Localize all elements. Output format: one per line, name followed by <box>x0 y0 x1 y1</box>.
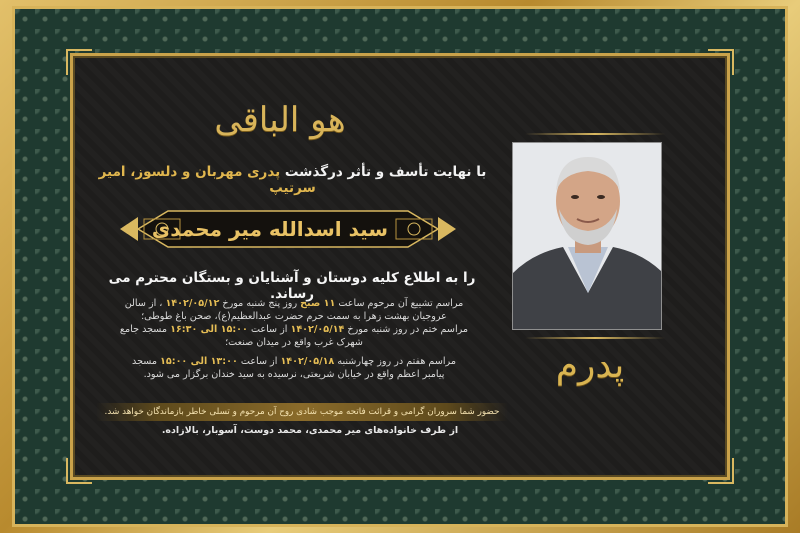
portrait-icon <box>513 143 662 330</box>
announcement-line: را به اطلاع کلیه دوستان و آشنایان و بستگان محترم می رساند. <box>108 270 476 302</box>
corner-ornament <box>708 458 734 484</box>
intro-line <box>90 164 495 196</box>
intro-prefix: با نهایت تأسف و تأثر درگذشت <box>284 164 487 180</box>
family-signature: از طرف خانواده‌های میر محمدی، محمد دوست، آسوبار، بالازاده. <box>161 425 459 436</box>
haftom-line-2: پیامبر اعظم واقع در خیابان شریعتی، نرسیده به سید خندان برگزار می شود. <box>143 369 445 380</box>
calligraphy-heading: هو الباقی <box>214 100 346 140</box>
name-cartouche <box>118 207 458 251</box>
deceased-name: سید اسدالله میر محمدی <box>151 217 388 241</box>
role-calligraphy: پدرم <box>555 345 625 386</box>
ceremony-details <box>84 297 504 381</box>
corner-ornament <box>66 49 92 75</box>
funeral-line-2: عروجیان بهشت زهرا به سمت حرم حضرت عبدالعظیم(ع)، صحن باغ طوطی؛ <box>141 311 447 322</box>
intro-highlight: پدری مهربان و دلسوز، امیر سرتیپ <box>98 164 316 196</box>
corner-ornament <box>66 458 92 484</box>
funeral-line-1: مراسم تشییع آن مرحوم ساعت ۱۱ صبح روز پنج شنبه مورخ ۱۴۰۲/۰۵/۱۲ ، از سالن <box>124 298 464 309</box>
condolence-banner: حضور شما سروران گرامی و قرائت فاتحه موجب شادی روح آن مرحوم و تسلی خاطر بازماندگان خواهد شد. <box>96 403 508 421</box>
khatm-line-1: مراسم ختم در روز شنبه مورخ ۱۴۰۲/۰۵/۱۴ از ساعت ۱۵:۰۰ الی ۱۶:۳۰ مسجد جامع <box>119 324 469 335</box>
khatm-line-2: شهرک غرب واقع در میدان صنعت؛ <box>225 337 363 348</box>
portrait-photo <box>512 142 662 330</box>
divider <box>525 133 665 135</box>
haftom-line-1: مراسم هفتم در روز چهارشنبه ۱۴۰۲/۰۵/۱۸ از ساعت ۱۳:۰۰ الی ۱۵:۰۰ مسجد <box>132 356 456 367</box>
corner-ornament <box>708 49 734 75</box>
